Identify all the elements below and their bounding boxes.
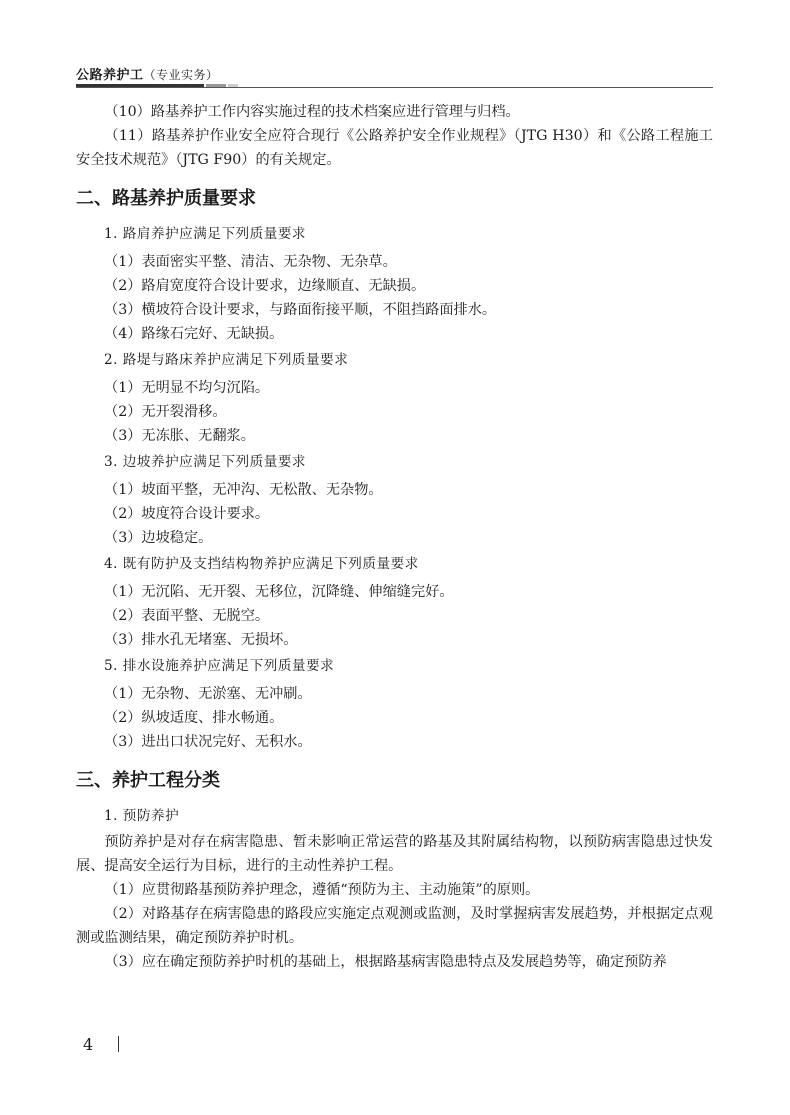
header-rule [76, 87, 713, 88]
subsection-heading: 3. 边坡养护应满足下列质量要求 [104, 454, 307, 470]
list-item: （3）无冻胀、无翻浆。 [104, 428, 255, 444]
paragraph: （11）路基养护作业安全应符合现行《公路养护安全作业规程》（JTG H30）和《公路工程施工安全技术规范》（JTG F90）的有关规定。 [76, 128, 713, 168]
list-item: （3）边坡稳定。 [104, 530, 213, 546]
subsection-heading: 5. 排水设施养护应满足下列质量要求 [104, 658, 335, 674]
list-item: （2）纵坡适度、排水畅通。 [104, 710, 284, 726]
list-item: （2）路肩宽度符合设计要求，边缘顺直、无缺损。 [104, 278, 426, 294]
list-item: （2）坡度符合设计要求。 [104, 506, 270, 522]
paragraph: 预防养护是对存在病害隐患、暂未影响正常运营的路基及其附属结构物，以预防病害隐患过快发展、提高安全运行为目标，进行的主动性养护工程。 [76, 834, 713, 874]
book-title: 公路养护工 [76, 68, 144, 83]
list-item: （2）无开裂滑移。 [104, 404, 227, 420]
subsection-heading: 2. 路堤与路床养护应满足下列质量要求 [104, 352, 349, 368]
book-subtitle: （专业实务） [143, 68, 219, 82]
subsection-heading: 1. 路肩养护应满足下列质量要求 [104, 226, 307, 242]
list-item: （2）表面平整、无脱空。 [104, 608, 270, 624]
list-item: （1）坡面平整，无冲沟、无松散、无杂物。 [104, 482, 383, 498]
paragraph: （2）对路基存在病害隐患的路段应实施定点观测或监测，及时掌握病害发展趋势，并根据定点观测或监测结果，确定预防养护时机。 [76, 906, 713, 946]
list-item: （1）无明显不均匀沉陷。 [104, 380, 270, 396]
list-item: （3）排水孔无堵塞、无损坏。 [104, 632, 298, 648]
paragraph: （3）应在确定预防养护时机的基础上，根据路基病害隐患特点及发展趋势等，确定预防养 [104, 954, 667, 970]
list-item: （1）无杂物、无淤塞、无冲刷。 [104, 686, 312, 702]
page-body [76, 100, 713, 974]
subsection-heading: 4. 既有防护及支挡结构物养护应满足下列质量要求 [104, 556, 419, 572]
list-item: （3）进出口状况完好、无积水。 [104, 734, 312, 750]
running-header [76, 64, 219, 83]
list-item: （4）路缘石完好、无缺损。 [104, 326, 284, 342]
list-item: （1）表面密实平整、清洁、无杂物、无杂草。 [104, 254, 397, 270]
section-heading: 二、路基养护质量要求 [76, 188, 256, 209]
subsection-heading: 1. 预防养护 [104, 808, 180, 824]
list-item: （1）无沉陷、无开裂、无移位，沉降缝、伸缩缝完好。 [104, 584, 454, 600]
section-heading: 三、养护工程分类 [76, 770, 220, 791]
page-number: 4 [83, 1035, 94, 1054]
page-number-divider [118, 1036, 119, 1052]
paragraph: （10）路基养护工作内容实施过程的技术档案应进行管理与归档。 [104, 104, 520, 120]
list-item: （3）横坡符合设计要求，与路面衔接平顺，不阻挡路面排水。 [104, 302, 497, 318]
paragraph: （1）应贯彻路基预防养护理念，遵循“预防为主、主动施策”的原则。 [104, 882, 540, 898]
